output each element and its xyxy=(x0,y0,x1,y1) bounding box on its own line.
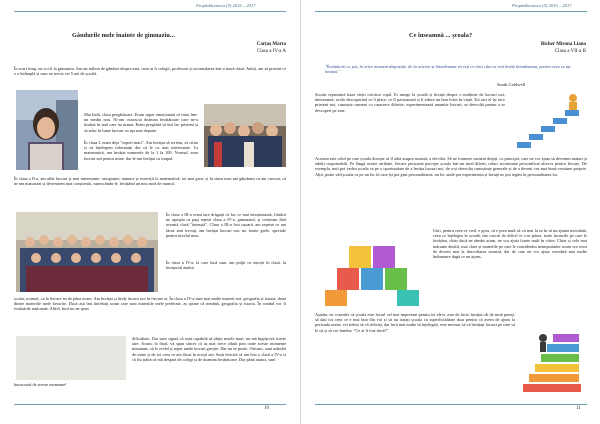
paragraph: bucuroasă de aceste momente! xyxy=(14,382,67,387)
running-header: Propădăceanca (5) 2016 – 2017 xyxy=(196,3,256,8)
author-class: Clasa a IV-a A xyxy=(256,49,286,54)
paragraph: În clasa a III-a eram tare drăguță că fac ce mai emoționantă, fiindcă ne apropia ca paşi repezi clasa a IV-a, gimnaziul, și creșteam fără această clasă "ăsteaștă". Clasa a III-a fost ușoară, am repetat ce am făcut anii trecuți, am învățat lucruri noi, nu foarte grele, speciale pentru nivelul meu. xyxy=(166,212,286,238)
classroom-group-photo-2 xyxy=(16,212,158,292)
girl-portrait-photo xyxy=(16,90,78,170)
abc-blocks-photo xyxy=(317,228,427,306)
paragraph: În clasa I, eram deja "expert mari". Am învățat să scriem, să citim și să înțelegem informații din că le cu mai interesante. La matematică, am învățat numerele de la 1 la 100. Normal, erau lucruri noi pentru mine, dar le-am învățat cu timpul. xyxy=(84,140,198,161)
header-rule xyxy=(315,11,587,12)
footer-rule xyxy=(14,404,286,405)
right-page xyxy=(300,0,600,424)
page-number: 11 xyxy=(576,406,581,411)
paragraph: școlar, normal, ca la fiecare an de pâna acum. Am învățat și învăț lucruri noi în fiecare zi. În clasa a IV-a sunt mai multe materii noi: geografia și istoria, două dintre materiile mele favorite. Dacă așă îmi întrebați acum care sunt materiile mele preferate, aș spune că română, geografia și istoria. În curând vor fi evaluările naționale. Altfel, încă nu ne spun xyxy=(14,296,286,312)
running-header: Propădăceanca (5) 2016 – 2017 xyxy=(512,3,572,8)
book-stairs-figure xyxy=(519,318,585,396)
header-rule xyxy=(14,11,286,12)
paragraph: În scurt timp, eu voi fi la gimnaziu. Am un milion de gânduri despre asta, cum ar fi colegii, profesorii și acomodarea într-o nouă clasă. Antiți, am să prezint ce e o întâmplă și cum au trecut cei 5 ani de școală. xyxy=(14,66,286,77)
page-number: 10 xyxy=(264,406,269,411)
footer-rule xyxy=(315,404,587,405)
classroom-photo-3 xyxy=(16,336,126,380)
author-name: Bicher Mirona Liana xyxy=(540,42,586,47)
author-name: Carțaș Marta xyxy=(256,42,286,47)
paragraph: Așadar, eu consider că școala este lucrul cel mai important pentru tot elevi, este de facto învățat cât de mult puteți, să dați tot ceea ce e mai bun din voi și să nu tratați școala cu superficialitate doar pentru că avem de ajuns la perioada aceea, vei trebui să vă ridicați, dar încă mai multe să înțelegeți, este necesar să vă învățați lucruri pe care să le ști și să voi întreba: "Ce ai fi fost dacă?" xyxy=(315,312,515,333)
article-title: Gândurile mele înainte de gimnaziu... xyxy=(72,32,175,39)
paragraph: Aceasta este rolul pe care școala dorește să îl aibă asupra noastră, a elevilor. Să ne formeze oameni drepți, cu principii, care ne vor ajuta să devenim maturi și adulți responsabili. Pe lângă aceste atribute, fiecare persoană percepe școala într-un mod diferit, roluri accentuate personificat altcevs pentru fiecare. De exemplu, unii pot vedea școala ca pe o oportunitate de a învăța lucruri noi, de a-și dezvolta cunoștințe generale și de a deveni cea mai bună versiune proprie. Alții, poate văd școala ca pe un loc în care își pot găsi personalitatea, un loc unde pot experimenta și învață ue pot regăsi în personalitatea lor. xyxy=(315,156,587,177)
classroom-group-photo xyxy=(204,104,286,167)
paragraph: În clasa a II-a, am aflat lucruri și mai interesante: ortograme, numere și exerciții la matematică; tot mai greu, și în sinea mea mă gândeam că am crescut, că m-am maturizat și devenisem mai conștientă, cunoscându-le, învățând un nou mod de muncă. xyxy=(14,176,286,187)
paragraph: Unii, pentru ceea ce cred, e greu, că e prea mult să cii mai la ea în să nu ajunta niciodată, ceea ce înțelegea la școală, dar orocăi de dificil vi s-ar părea, toate lucrurile pe care le învățăm, chiar dacă ne rămân acum, ne vor ajuta foarte mult în viitor. Chiar și cele mai mărunte detalii, mai clare și materiile pe care le considerăm neimportante acum vor avea de deveni mai la dezvoltarea noastră, dar de care ne vor ajuta vreodată mai multe îndrumare după ce un ajuns. xyxy=(433,228,587,260)
author-class: Clasa a VII-a B xyxy=(554,49,586,54)
paragraph: dificultate. Dar sunt sigură că sunt capabilă să obțin notele mari, nu mă îngrijorez foarte tare. Acum, la final, vă spun sincer că aș mai trece odată prin toate aceste momente minunate, să le revăd și repar unele lucruri greșite. Dar nu se poate. Oricum, sunt mândră de mine și de tot ceea ce am făcut în acești ani. Sunt fericită că am fost o clasă a IV-a și că fiu trăită că mă despart de colegi și de doamna învățătoare. Dar până atunci, sunt xyxy=(132,336,286,362)
paragraph: Mai întâi, clasa pregătitoare. Eram super emoționată că intru într-un mediu nou. Ni-am cunoscut doamna învățătoare care ne-a învățat în anii care au urmat. Eram pregătită să îmi fac prieteni și să aduc în lume lucruri cu așa mai departe. xyxy=(84,112,198,133)
article-title: Ce înseamnă ... școala? xyxy=(409,32,473,39)
quote-author: Sarah Caldwell xyxy=(497,82,526,87)
paragraph: Școala reprezintă baza vieții oricărui copil. Ei merge la școală și învață despre o mulțime de lucruri noi, interesante, acolo descoperind ce îi place, ce îl pasionează și îi aduce un bun folos în viață. Tot aici el își face prieteni noi, cunoaște oameni cu caractere diferite, experimentează anumite lucruri, se dezvoltă pentru a se descoperi pe sine. xyxy=(315,92,505,113)
paragraph: În clasa a IV-a, la care încă sunt, am prăjit cu emoții în clasă, la începutul anului xyxy=(166,260,286,271)
epigraph-quote: "Învățătorii ce pot, în orice moment dispoziție, de la oricine și întotdeauna vă veți ci cinci câte ar veți învăți întotdeauna, pentru ceea ce ați învățat." xyxy=(325,64,571,75)
climbing-stairs-figure xyxy=(511,92,589,154)
